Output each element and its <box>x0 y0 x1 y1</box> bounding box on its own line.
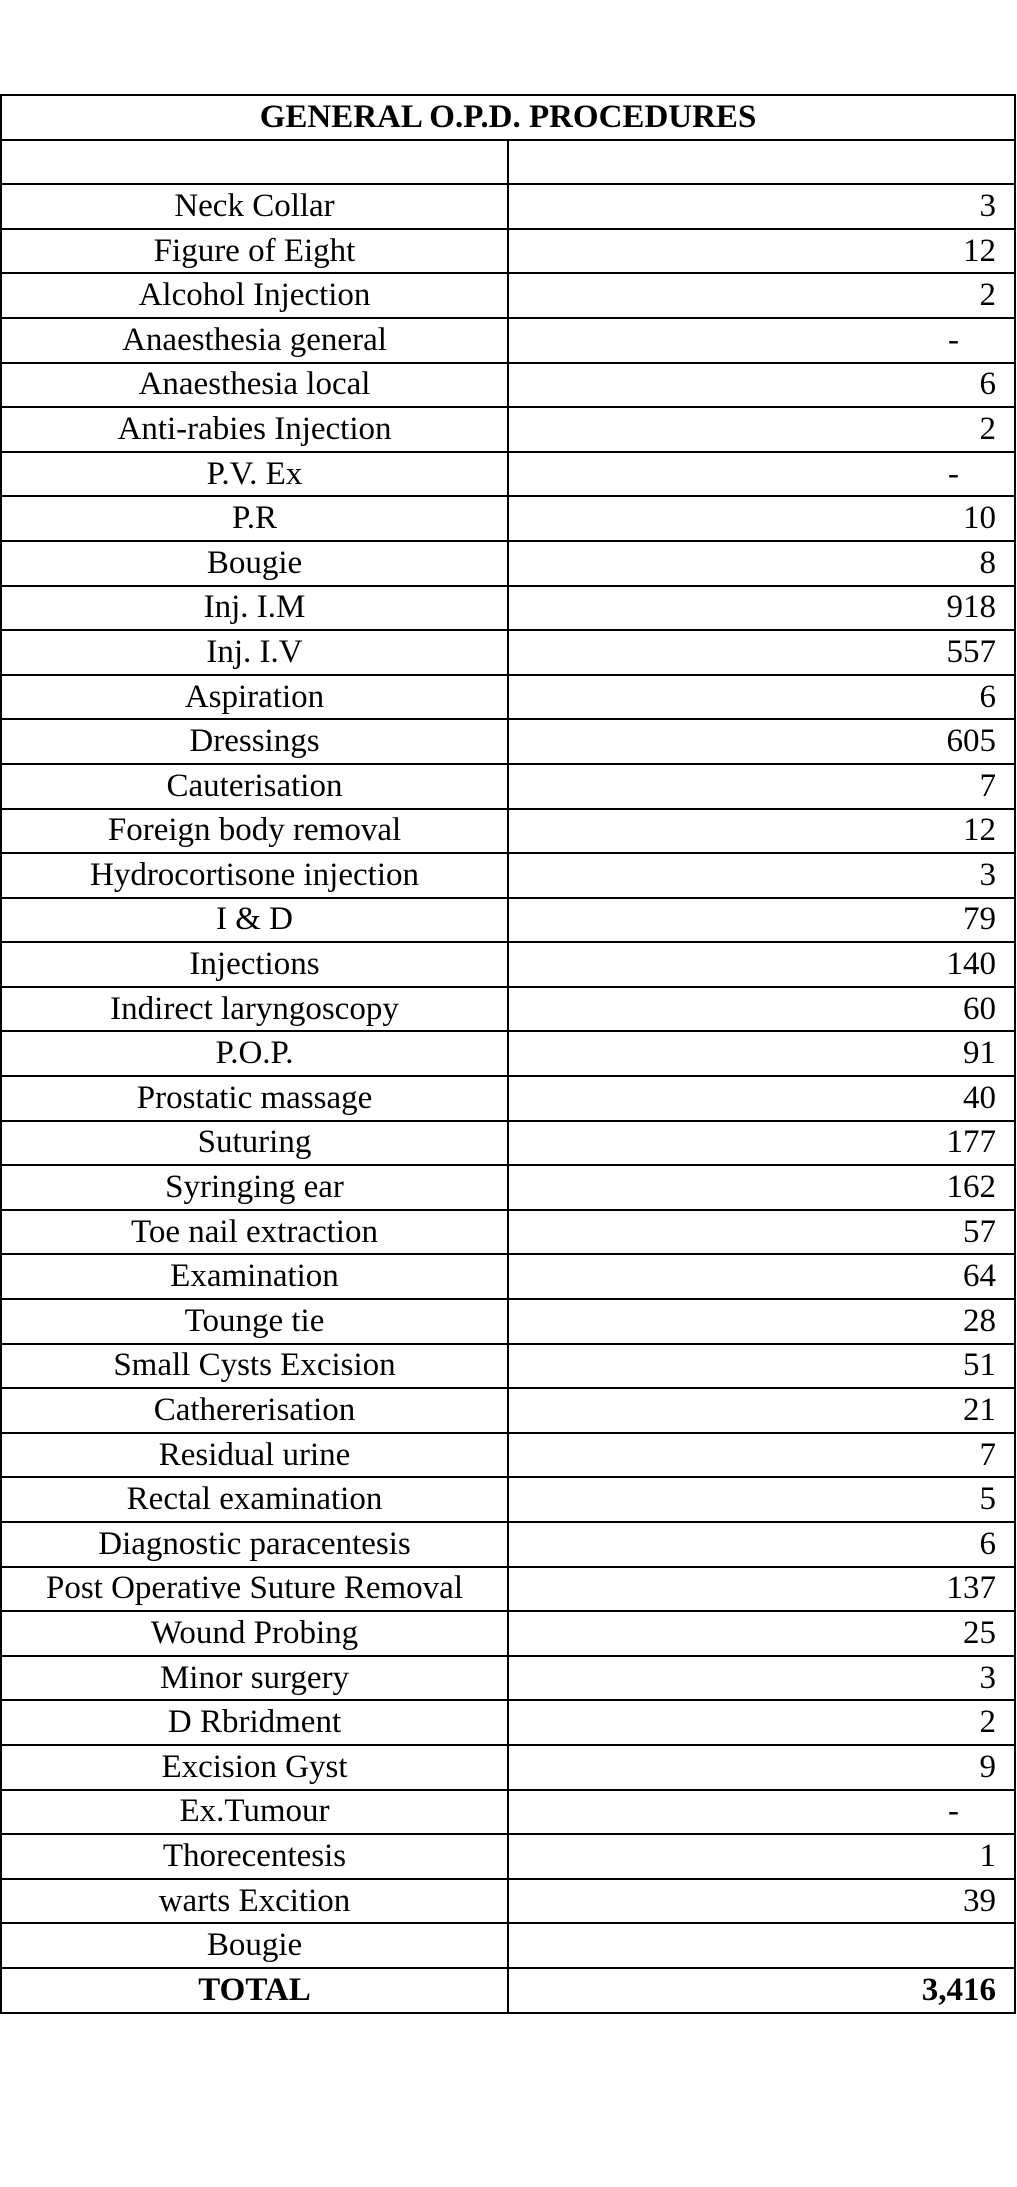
table-row <box>1 496 1015 541</box>
procedure-count: 605 <box>508 719 1015 764</box>
procedure-name: Alcohol Injection <box>1 273 508 318</box>
table-row <box>1 1790 1015 1835</box>
procedure-count: 64 <box>508 1254 1015 1299</box>
procedure-count: - <box>508 452 1015 497</box>
table-row <box>1 987 1015 1032</box>
table-row <box>1 1433 1015 1478</box>
procedure-count: 6 <box>508 1522 1015 1567</box>
table-row <box>1 318 1015 363</box>
table-row <box>1 853 1015 898</box>
procedure-name: Residual urine <box>1 1433 508 1478</box>
procedure-count: 140 <box>508 942 1015 987</box>
table-row <box>1 1031 1015 1076</box>
procedure-name: Bougie <box>1 1923 508 1968</box>
table-row <box>1 1477 1015 1522</box>
procedures-table <box>0 94 1016 2014</box>
procedure-name: Ex.Tumour <box>1 1790 508 1835</box>
procedure-count: 3 <box>508 1656 1015 1701</box>
table-row <box>1 452 1015 497</box>
table-row <box>1 407 1015 452</box>
procedure-count: 60 <box>508 987 1015 1032</box>
procedure-count: 9 <box>508 1745 1015 1790</box>
procedure-name: Foreign body removal <box>1 809 508 854</box>
procedure-count: 6 <box>508 363 1015 408</box>
procedure-count: 40 <box>508 1076 1015 1121</box>
procedure-count: 21 <box>508 1388 1015 1433</box>
procedure-name: Syringing ear <box>1 1165 508 1210</box>
procedure-count: 177 <box>508 1121 1015 1166</box>
procedure-count: 25 <box>508 1611 1015 1656</box>
procedure-count: 51 <box>508 1344 1015 1389</box>
table-row <box>1 1254 1015 1299</box>
procedure-count: 8 <box>508 541 1015 586</box>
table-row <box>1 1834 1015 1879</box>
table-row <box>1 1522 1015 1567</box>
procedure-count: 57 <box>508 1210 1015 1255</box>
procedure-count: 3 <box>508 853 1015 898</box>
table-row <box>1 1210 1015 1255</box>
procedure-name: Injections <box>1 942 508 987</box>
table-row <box>1 719 1015 764</box>
procedure-count: - <box>508 318 1015 363</box>
procedure-count: - <box>508 1790 1015 1835</box>
table-row <box>1 675 1015 720</box>
total-label: TOTAL <box>1 1968 508 2013</box>
procedure-count: 2 <box>508 1700 1015 1745</box>
procedure-count: 12 <box>508 809 1015 854</box>
procedure-count <box>508 1923 1015 1968</box>
procedure-name: Small Cysts Excision <box>1 1344 508 1389</box>
procedure-name: Inj. I.M <box>1 586 508 631</box>
procedure-name: P.O.P. <box>1 1031 508 1076</box>
procedure-name: warts Excition <box>1 1879 508 1924</box>
procedure-count: 12 <box>508 229 1015 274</box>
table-row <box>1 1344 1015 1389</box>
procedure-name: Cauterisation <box>1 764 508 809</box>
procedure-name: Wound Probing <box>1 1611 508 1656</box>
procedure-count: 162 <box>508 1165 1015 1210</box>
procedure-name: Hydrocortisone injection <box>1 853 508 898</box>
procedure-name: Anaesthesia local <box>1 363 508 408</box>
title-row <box>1 95 1015 140</box>
table-row <box>1 586 1015 631</box>
procedure-count: 2 <box>508 273 1015 318</box>
table-row <box>1 1923 1015 1968</box>
total-row <box>1 1968 1015 2013</box>
procedure-name: Suturing <box>1 1121 508 1166</box>
procedure-name: Excision Gyst <box>1 1745 508 1790</box>
procedure-name: Toe nail extraction <box>1 1210 508 1255</box>
table-row <box>1 942 1015 987</box>
procedure-name: Examination <box>1 1254 508 1299</box>
procedure-count: 1 <box>508 1834 1015 1879</box>
table-row <box>1 809 1015 854</box>
table-row <box>1 1076 1015 1121</box>
procedure-name: Diagnostic paracentesis <box>1 1522 508 1567</box>
procedure-count: 10 <box>508 496 1015 541</box>
table-title: GENERAL O.P.D. PROCEDURES <box>1 95 1015 140</box>
procedure-count: 28 <box>508 1299 1015 1344</box>
table-row <box>1 1388 1015 1433</box>
procedure-count: 3 <box>508 184 1015 229</box>
table-row <box>1 541 1015 586</box>
table-row <box>1 1567 1015 1612</box>
table-row <box>1 630 1015 675</box>
total-value: 3,416 <box>508 1968 1015 2013</box>
procedure-count: 7 <box>508 1433 1015 1478</box>
procedure-name: Anti-rabies Injection <box>1 407 508 452</box>
table-row <box>1 184 1015 229</box>
procedure-name: Anaesthesia general <box>1 318 508 363</box>
procedure-name: Thorecentesis <box>1 1834 508 1879</box>
procedure-count: 6 <box>508 675 1015 720</box>
table-row <box>1 1879 1015 1924</box>
procedure-name: Figure of Eight <box>1 229 508 274</box>
procedure-name: Prostatic massage <box>1 1076 508 1121</box>
procedure-count: 137 <box>508 1567 1015 1612</box>
table-row <box>1 1656 1015 1701</box>
table-row <box>1 1299 1015 1344</box>
table-row <box>1 363 1015 408</box>
procedure-name: I & D <box>1 898 508 943</box>
procedure-name: Bougie <box>1 541 508 586</box>
procedure-name: Minor surgery <box>1 1656 508 1701</box>
table-row <box>1 898 1015 943</box>
procedure-count: 39 <box>508 1879 1015 1924</box>
table-row <box>1 1745 1015 1790</box>
table-row <box>1 229 1015 274</box>
procedure-name: P.V. Ex <box>1 452 508 497</box>
table-row <box>1 1611 1015 1656</box>
procedure-name: Post Operative Suture Removal <box>1 1567 508 1612</box>
procedure-name: Indirect laryngoscopy <box>1 987 508 1032</box>
procedure-name: P.R <box>1 496 508 541</box>
table-row <box>1 1165 1015 1210</box>
procedure-count: 79 <box>508 898 1015 943</box>
procedure-count: 2 <box>508 407 1015 452</box>
header-row <box>1 140 1015 185</box>
procedure-count: 91 <box>508 1031 1015 1076</box>
header-right-cell <box>508 140 1015 185</box>
procedure-count: 7 <box>508 764 1015 809</box>
procedure-name: Neck Collar <box>1 184 508 229</box>
procedure-name: Inj. I.V <box>1 630 508 675</box>
table-row <box>1 1121 1015 1166</box>
procedure-count: 918 <box>508 586 1015 631</box>
header-left-cell <box>1 140 508 185</box>
procedure-count: 557 <box>508 630 1015 675</box>
procedure-name: Tounge tie <box>1 1299 508 1344</box>
table-row <box>1 1700 1015 1745</box>
procedure-name: Cathererisation <box>1 1388 508 1433</box>
procedure-name: Rectal examination <box>1 1477 508 1522</box>
procedure-name: Aspiration <box>1 675 508 720</box>
procedure-count: 5 <box>508 1477 1015 1522</box>
procedure-name: Dressings <box>1 719 508 764</box>
procedure-name: D Rbridment <box>1 1700 508 1745</box>
table-row <box>1 273 1015 318</box>
table-row <box>1 764 1015 809</box>
